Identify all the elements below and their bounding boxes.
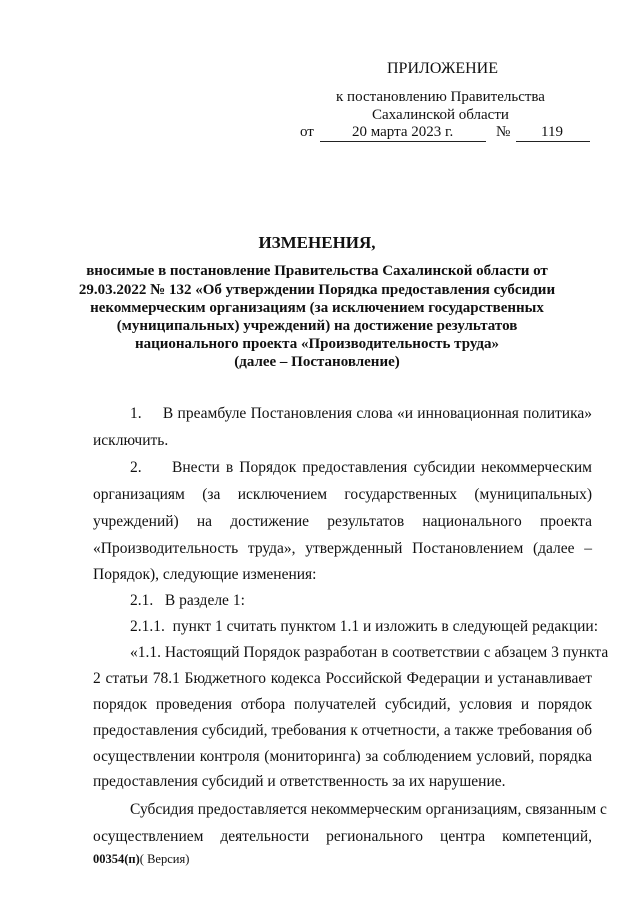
heading-line-4: (муниципальных) учреждений) на достижение результатов (116, 318, 518, 334)
paragraph-2-line-3: учреждений) на достижение результатов национального проекта (93, 513, 592, 530)
heading-line-3: некоммерческим организациям (за исключением государственных (90, 300, 544, 316)
decree-date: 20 марта 2023 г. (352, 124, 454, 140)
subsidy-line-2: осуществлением деятельности регионального центра компетенций, (93, 828, 592, 845)
appendix-title: ПРИЛОЖЕНИЕ (387, 60, 499, 77)
quote-line-4: предоставления субсидий, требования к отчетности, а также требования об (93, 722, 592, 739)
changes-title: ИЗМЕНЕНИЯ, (258, 233, 376, 252)
subsidy-line-1: Субсидия предоставляется некоммерческим организациям, связанным с (130, 801, 607, 818)
paragraph-2-line-2: организациям (за исключением государственных (муниципальных) (93, 486, 592, 503)
quote-line-1: «1.1. Настоящий Порядок разработан в соответствии с абзацем 3 пункта (130, 644, 609, 661)
paragraph-1-line-1: 1. В преамбуле Постановления слова «и инновационная политика» (130, 405, 592, 422)
document-code: 00354(п) (93, 852, 140, 866)
item-2-1-1: 2.1.1. пункт 1 считать пунктом 1.1 и изложить в следующей редакции: (130, 618, 599, 635)
appendix-subtitle-line2: Сахалинской области (372, 107, 509, 123)
paragraph-2-line-4: «Производительность труда», утвержденный Постановлением (далее – (93, 540, 592, 557)
date-underline (320, 141, 486, 142)
quote-line-6: предоставления субсидий и ответственность за их нарушение. (93, 773, 506, 790)
item-2-1: 2.1. В разделе 1: (130, 592, 245, 609)
number-underline (516, 141, 590, 142)
heading-line-2: 29.03.2022 № 132 «Об утверждении Порядка предоставления субсидии (78, 282, 556, 298)
from-label: от (300, 124, 314, 140)
paragraph-1-line-2: исключить. (93, 432, 169, 449)
heading-line-6: (далее – Постановление) (234, 354, 400, 370)
quote-line-5: осуществлении контроля (мониторинга) за соблюдением условий, порядка (93, 748, 592, 765)
quote-line-3: порядок проведения отбора получателей субсидий, условия и порядок (93, 696, 592, 713)
footer (93, 852, 189, 867)
paragraph-2-line-1: 2. Внести в Порядок предоставления субсидии некоммерческим (130, 459, 592, 476)
decree-number: 119 (541, 124, 563, 140)
heading-line-1: вносимые в постановление Правительства Сахалинской области от (86, 263, 548, 279)
appendix-subtitle-line1: к постановлению Правительства (336, 89, 545, 105)
paragraph-2-line-5: Порядок), следующие изменения: (93, 566, 317, 583)
heading-line-5: национального проекта «Производительность труда» (134, 336, 499, 352)
quote-line-2: 2 статьи 78.1 Бюджетного кодекса Российской Федерации и устанавливает (93, 670, 592, 687)
document-version: ( Версия) (139, 852, 190, 866)
number-label: № (496, 124, 511, 140)
